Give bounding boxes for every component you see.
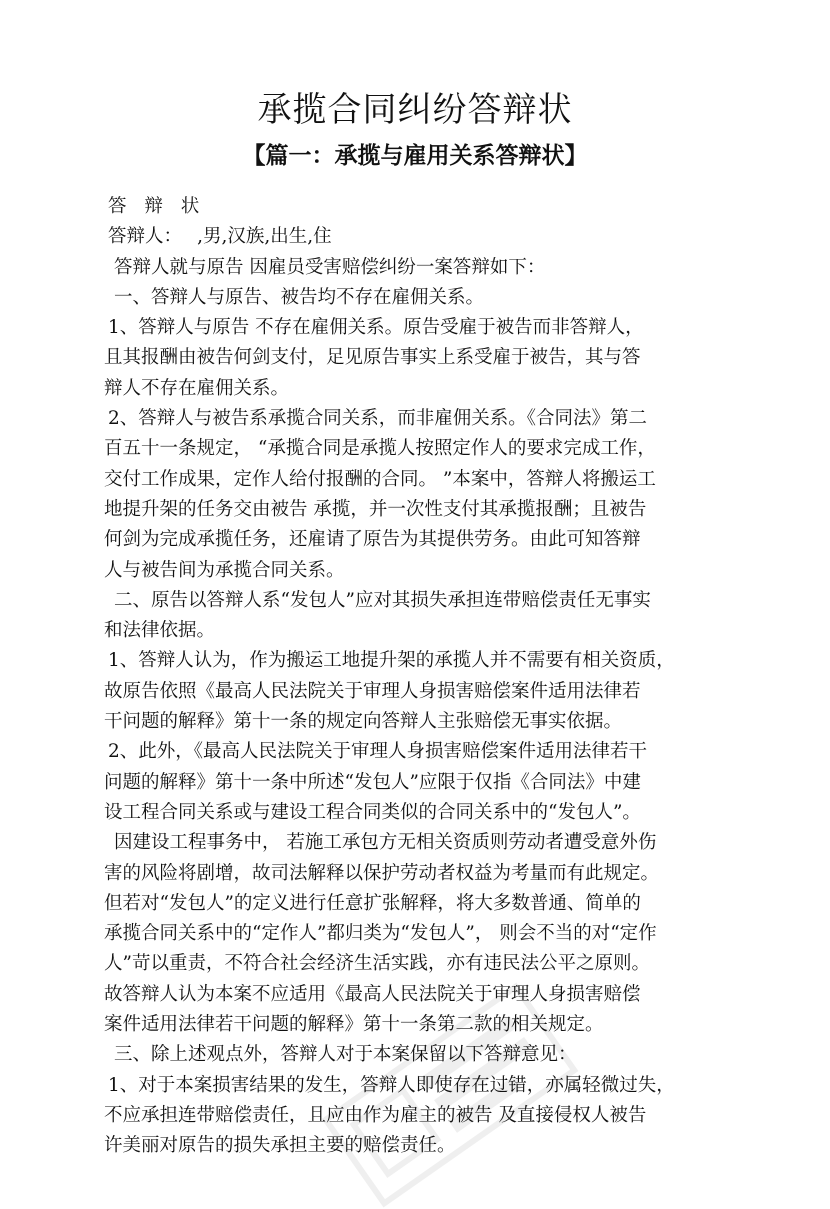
- section-point: 三、除上述观点外，答辩人对于本案保留以下答辩意见：: [114, 1044, 577, 1066]
- paragraph-line: 干问题的解释》第十一条的规定向答辩人主张赔偿无事实依据。: [104, 711, 623, 733]
- paragraph-line: 故原告依照《最高人民法院关于审理人身损害赔偿案件适用法律若: [104, 680, 641, 702]
- paragraph-line: 但若对“发包人”的定义进行任意扩张解释，将大多数普通、简单的: [104, 892, 641, 914]
- paragraph-line: 人”苛以重责，不符合社会经济生活实践，亦有违民法公平之原则。: [104, 953, 650, 975]
- paragraph-line: 何剑为完成承揽任务，还雇请了原告为其提供劳务。由此可知答辩: [104, 529, 641, 551]
- section-heading: 答 辩 状: [108, 196, 206, 217]
- section-point: 二、原告以答辩人系“发包人”应对其损失承担连带赔偿责任无事实: [114, 589, 651, 611]
- paragraph-line: 不应承担连带赔偿责任，且应由作为雇主的被告 及直接侵权人被告: [104, 1104, 647, 1126]
- paragraph-line: 和法律依据。: [104, 620, 216, 642]
- paragraph-line: 1、答辩人认为，作为搬运工地提升架的承揽人并不需要有相关资质，: [108, 650, 675, 672]
- paragraph-line: 百五十一条规定， “承揽合同是承揽人按照定作人的要求完成工作，: [104, 438, 656, 460]
- paragraph-line: 许美丽对原告的损失承担主要的赔偿责任。: [104, 1135, 456, 1157]
- document-subtitle: 【篇一：承揽与雇用关系答辩状】: [242, 142, 588, 169]
- paragraph-line: 害的风险将剧增，故司法解释以保护劳动者权益为考量而有此规定。: [104, 862, 660, 884]
- paragraph-line: 答辩人就与原告 因雇员受害赔偿纠纷一案答辩如下：: [114, 256, 546, 278]
- paragraph-line: 地提升架的任务交由被告 承揽，并一次性支付其承揽报酬；且被告: [104, 498, 647, 520]
- paragraph-line: 故答辩人认为本案不应适用《最高人民法院关于审理人身损害赔偿: [104, 983, 641, 1005]
- section-point: 一、答辩人与原告、被告均不存在雇佣关系。: [114, 286, 485, 308]
- paragraph-line: 1、答辩人与原告 不存在雇佣关系。原告受雇于被告而非答辩人，: [108, 317, 644, 339]
- paragraph-line: 设工程合同关系或与建设工程合同类似的合同关系中的“发包人”。: [104, 801, 641, 823]
- paragraph-line: 案件适用法律若干问题的解释》第十一条第二款的相关规定。: [104, 1014, 604, 1036]
- paragraph-line: 承揽合同关系中的“定作人”都归类为“发包人”， 则会不当的对“定作: [104, 923, 657, 945]
- paragraph-line: 辩人不存在雇佣关系。: [104, 377, 290, 399]
- paragraph-line: 人与被告间为承揽合同关系。: [104, 559, 345, 581]
- paragraph-line: 且其报酬由被告何剑支付，足见原告事实上系受雇于被告，其与答: [104, 347, 641, 369]
- paragraph-line: 2、答辩人与被告系承揽合同关系，而非雇佣关系。《合同法》第二: [108, 408, 648, 430]
- paragraph-line: 交付工作成果，定作人给付报酬的合同。 ”本案中，答辩人将搬运工: [104, 468, 656, 490]
- paragraph-line: 2、此外，《最高人民法院关于审理人身损害赔偿案件适用法律若干: [108, 741, 648, 763]
- paragraph-line: 因建设工程事务中， 若施工承包方无相关资质则劳动者遭受意外伤: [114, 832, 657, 854]
- paragraph-line: 1、对于本案损害结果的发生，答辩人即使存在过错，亦属轻微过失，: [108, 1074, 675, 1096]
- paragraph-line: 问题的解释》第十一条中所述“发包人”应限于仅指《合同法》中建: [104, 771, 641, 793]
- respondent-info: 答辩人： ,男,汉族,出生,住: [108, 226, 332, 248]
- document-title: 承揽合同纠纷答辩状: [257, 90, 573, 130]
- document-body: [104, 192, 744, 1162]
